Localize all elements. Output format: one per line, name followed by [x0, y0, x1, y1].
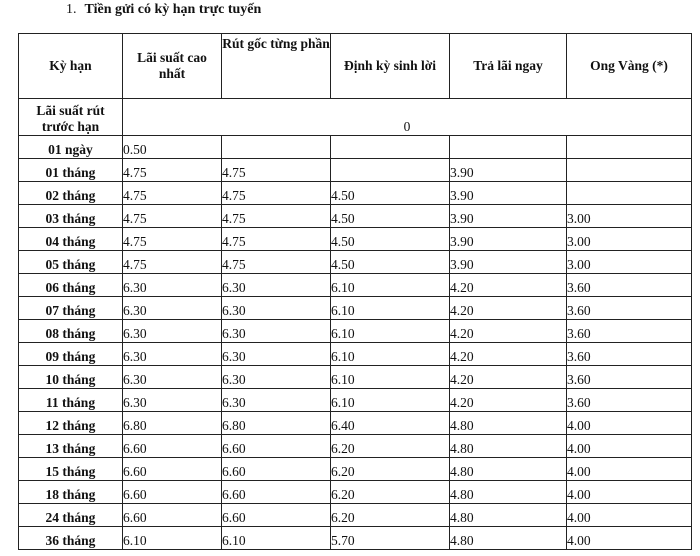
table-row	[19, 504, 692, 527]
periodic-interest-cell: 6.10	[331, 343, 450, 366]
periodic-interest-cell: 4.50	[331, 182, 450, 205]
upfront-interest-cell: 4.20	[450, 320, 567, 343]
ong-vang-cell: 3.00	[567, 205, 692, 228]
table-row	[19, 274, 692, 297]
header-periodic-interest: Định kỳ sinh lời	[331, 34, 450, 99]
upfront-interest-cell: 4.20	[450, 343, 567, 366]
ong-vang-cell: 3.60	[567, 274, 692, 297]
max-rate-cell: 6.60	[123, 435, 222, 458]
section-number: 1.	[66, 2, 77, 17]
ong-vang-cell: 4.00	[567, 481, 692, 504]
ong-vang-cell	[567, 136, 692, 159]
term-cell: 13 tháng	[19, 435, 123, 458]
max-rate-cell: 4.75	[123, 159, 222, 182]
table-row	[19, 136, 692, 159]
partial-withdrawal-cell: 4.75	[222, 251, 331, 274]
partial-withdrawal-cell: 6.30	[222, 389, 331, 412]
header-term: Kỳ hạn	[19, 34, 123, 99]
periodic-interest-cell: 6.20	[331, 458, 450, 481]
ong-vang-cell: 3.60	[567, 320, 692, 343]
term-cell: 10 tháng	[19, 366, 123, 389]
partial-withdrawal-cell: 6.30	[222, 366, 331, 389]
early-withdrawal-rate: 0	[123, 99, 692, 136]
term-cell: 01 tháng	[19, 159, 123, 182]
table-row	[19, 251, 692, 274]
term-cell: 18 tháng	[19, 481, 123, 504]
early-withdrawal-label: Lãi suất rút trước hạn	[19, 99, 123, 136]
periodic-interest-cell: 6.20	[331, 481, 450, 504]
max-rate-cell: 6.30	[123, 389, 222, 412]
term-cell: 04 tháng	[19, 228, 123, 251]
max-rate-cell: 0.50	[123, 136, 222, 159]
ong-vang-cell: 3.00	[567, 228, 692, 251]
term-cell: 12 tháng	[19, 412, 123, 435]
section-heading	[66, 2, 261, 18]
term-cell: 09 tháng	[19, 343, 123, 366]
upfront-interest-cell: 4.80	[450, 504, 567, 527]
partial-withdrawal-cell: 6.30	[222, 320, 331, 343]
header-max-rate: Lãi suất cao nhất	[123, 34, 222, 99]
upfront-interest-cell: 4.20	[450, 366, 567, 389]
term-cell: 08 tháng	[19, 320, 123, 343]
ong-vang-cell: 3.60	[567, 366, 692, 389]
partial-withdrawal-cell: 6.60	[222, 481, 331, 504]
upfront-interest-cell: 4.20	[450, 389, 567, 412]
upfront-interest-cell: 4.80	[450, 458, 567, 481]
periodic-interest-cell: 6.10	[331, 320, 450, 343]
early-withdrawal-row	[19, 99, 692, 136]
upfront-interest-cell: 3.90	[450, 205, 567, 228]
max-rate-cell: 6.60	[123, 504, 222, 527]
upfront-interest-cell	[450, 136, 567, 159]
max-rate-cell: 4.75	[123, 251, 222, 274]
upfront-interest-cell: 3.90	[450, 159, 567, 182]
periodic-interest-cell: 4.50	[331, 251, 450, 274]
periodic-interest-cell: 6.20	[331, 504, 450, 527]
term-cell: 24 tháng	[19, 504, 123, 527]
ong-vang-cell: 3.60	[567, 343, 692, 366]
max-rate-cell: 6.80	[123, 412, 222, 435]
ong-vang-cell: 4.00	[567, 458, 692, 481]
table-row	[19, 435, 692, 458]
interest-rate-table	[18, 33, 692, 550]
partial-withdrawal-cell: 6.60	[222, 504, 331, 527]
upfront-interest-cell: 4.80	[450, 412, 567, 435]
upfront-interest-cell: 3.90	[450, 251, 567, 274]
table-row	[19, 205, 692, 228]
partial-withdrawal-cell: 6.10	[222, 527, 331, 550]
periodic-interest-cell: 4.50	[331, 228, 450, 251]
periodic-interest-cell: 6.40	[331, 412, 450, 435]
partial-withdrawal-cell: 4.75	[222, 205, 331, 228]
max-rate-cell: 6.60	[123, 481, 222, 504]
table-row	[19, 159, 692, 182]
max-rate-cell: 6.30	[123, 297, 222, 320]
max-rate-cell: 6.10	[123, 527, 222, 550]
partial-withdrawal-cell: 4.75	[222, 159, 331, 182]
ong-vang-cell: 3.00	[567, 251, 692, 274]
max-rate-cell: 4.75	[123, 205, 222, 228]
upfront-interest-cell: 4.20	[450, 297, 567, 320]
partial-withdrawal-cell: 4.75	[222, 228, 331, 251]
upfront-interest-cell: 3.90	[450, 182, 567, 205]
upfront-interest-cell: 4.80	[450, 527, 567, 550]
table-row	[19, 228, 692, 251]
periodic-interest-cell	[331, 159, 450, 182]
periodic-interest-cell: 6.10	[331, 389, 450, 412]
max-rate-cell: 4.75	[123, 228, 222, 251]
partial-withdrawal-cell: 6.30	[222, 274, 331, 297]
periodic-interest-cell: 4.50	[331, 205, 450, 228]
ong-vang-cell	[567, 182, 692, 205]
ong-vang-cell: 3.60	[567, 297, 692, 320]
table-row	[19, 320, 692, 343]
term-cell: 06 tháng	[19, 274, 123, 297]
table-row	[19, 297, 692, 320]
max-rate-cell: 6.30	[123, 274, 222, 297]
ong-vang-cell: 3.60	[567, 389, 692, 412]
term-cell: 01 ngày	[19, 136, 123, 159]
header-ong-vang: Ong Vàng (*)	[567, 34, 692, 99]
periodic-interest-cell: 6.10	[331, 366, 450, 389]
ong-vang-cell: 4.00	[567, 504, 692, 527]
section-title: Tiền gửi có kỳ hạn trực tuyến	[84, 2, 262, 17]
term-cell: 02 tháng	[19, 182, 123, 205]
max-rate-cell: 4.75	[123, 182, 222, 205]
term-cell: 03 tháng	[19, 205, 123, 228]
max-rate-cell: 6.30	[123, 343, 222, 366]
partial-withdrawal-cell: 6.30	[222, 343, 331, 366]
header-upfront-interest: Trả lãi ngay	[450, 34, 567, 99]
upfront-interest-cell: 4.80	[450, 435, 567, 458]
table-row	[19, 389, 692, 412]
periodic-interest-cell: 6.20	[331, 435, 450, 458]
partial-withdrawal-cell: 6.80	[222, 412, 331, 435]
table-row	[19, 458, 692, 481]
term-cell: 15 tháng	[19, 458, 123, 481]
partial-withdrawal-cell: 6.60	[222, 458, 331, 481]
table-row	[19, 182, 692, 205]
partial-withdrawal-cell: 4.75	[222, 182, 331, 205]
footnote-cutoff	[60, 547, 660, 556]
partial-withdrawal-cell: 6.60	[222, 435, 331, 458]
header-partial-withdrawal: Rút gốc từng phần	[222, 34, 331, 99]
periodic-interest-cell: 6.10	[331, 297, 450, 320]
max-rate-cell: 6.60	[123, 458, 222, 481]
max-rate-cell: 6.30	[123, 366, 222, 389]
ong-vang-cell: 4.00	[567, 412, 692, 435]
ong-vang-cell: 4.00	[567, 435, 692, 458]
max-rate-cell: 6.30	[123, 320, 222, 343]
periodic-interest-cell	[331, 136, 450, 159]
term-cell: 05 tháng	[19, 251, 123, 274]
ong-vang-cell: 4.00	[567, 527, 692, 550]
partial-withdrawal-cell: 6.30	[222, 297, 331, 320]
table-row	[19, 343, 692, 366]
upfront-interest-cell: 4.80	[450, 481, 567, 504]
periodic-interest-cell: 5.70	[331, 527, 450, 550]
table-row	[19, 481, 692, 504]
partial-withdrawal-cell	[222, 136, 331, 159]
table-row	[19, 412, 692, 435]
table-row	[19, 366, 692, 389]
header-row	[19, 34, 692, 99]
upfront-interest-cell: 3.90	[450, 228, 567, 251]
term-cell: 07 tháng	[19, 297, 123, 320]
periodic-interest-cell: 6.10	[331, 274, 450, 297]
term-cell: 11 tháng	[19, 389, 123, 412]
ong-vang-cell	[567, 159, 692, 182]
upfront-interest-cell: 4.20	[450, 274, 567, 297]
term-cell: 36 tháng	[19, 527, 123, 550]
